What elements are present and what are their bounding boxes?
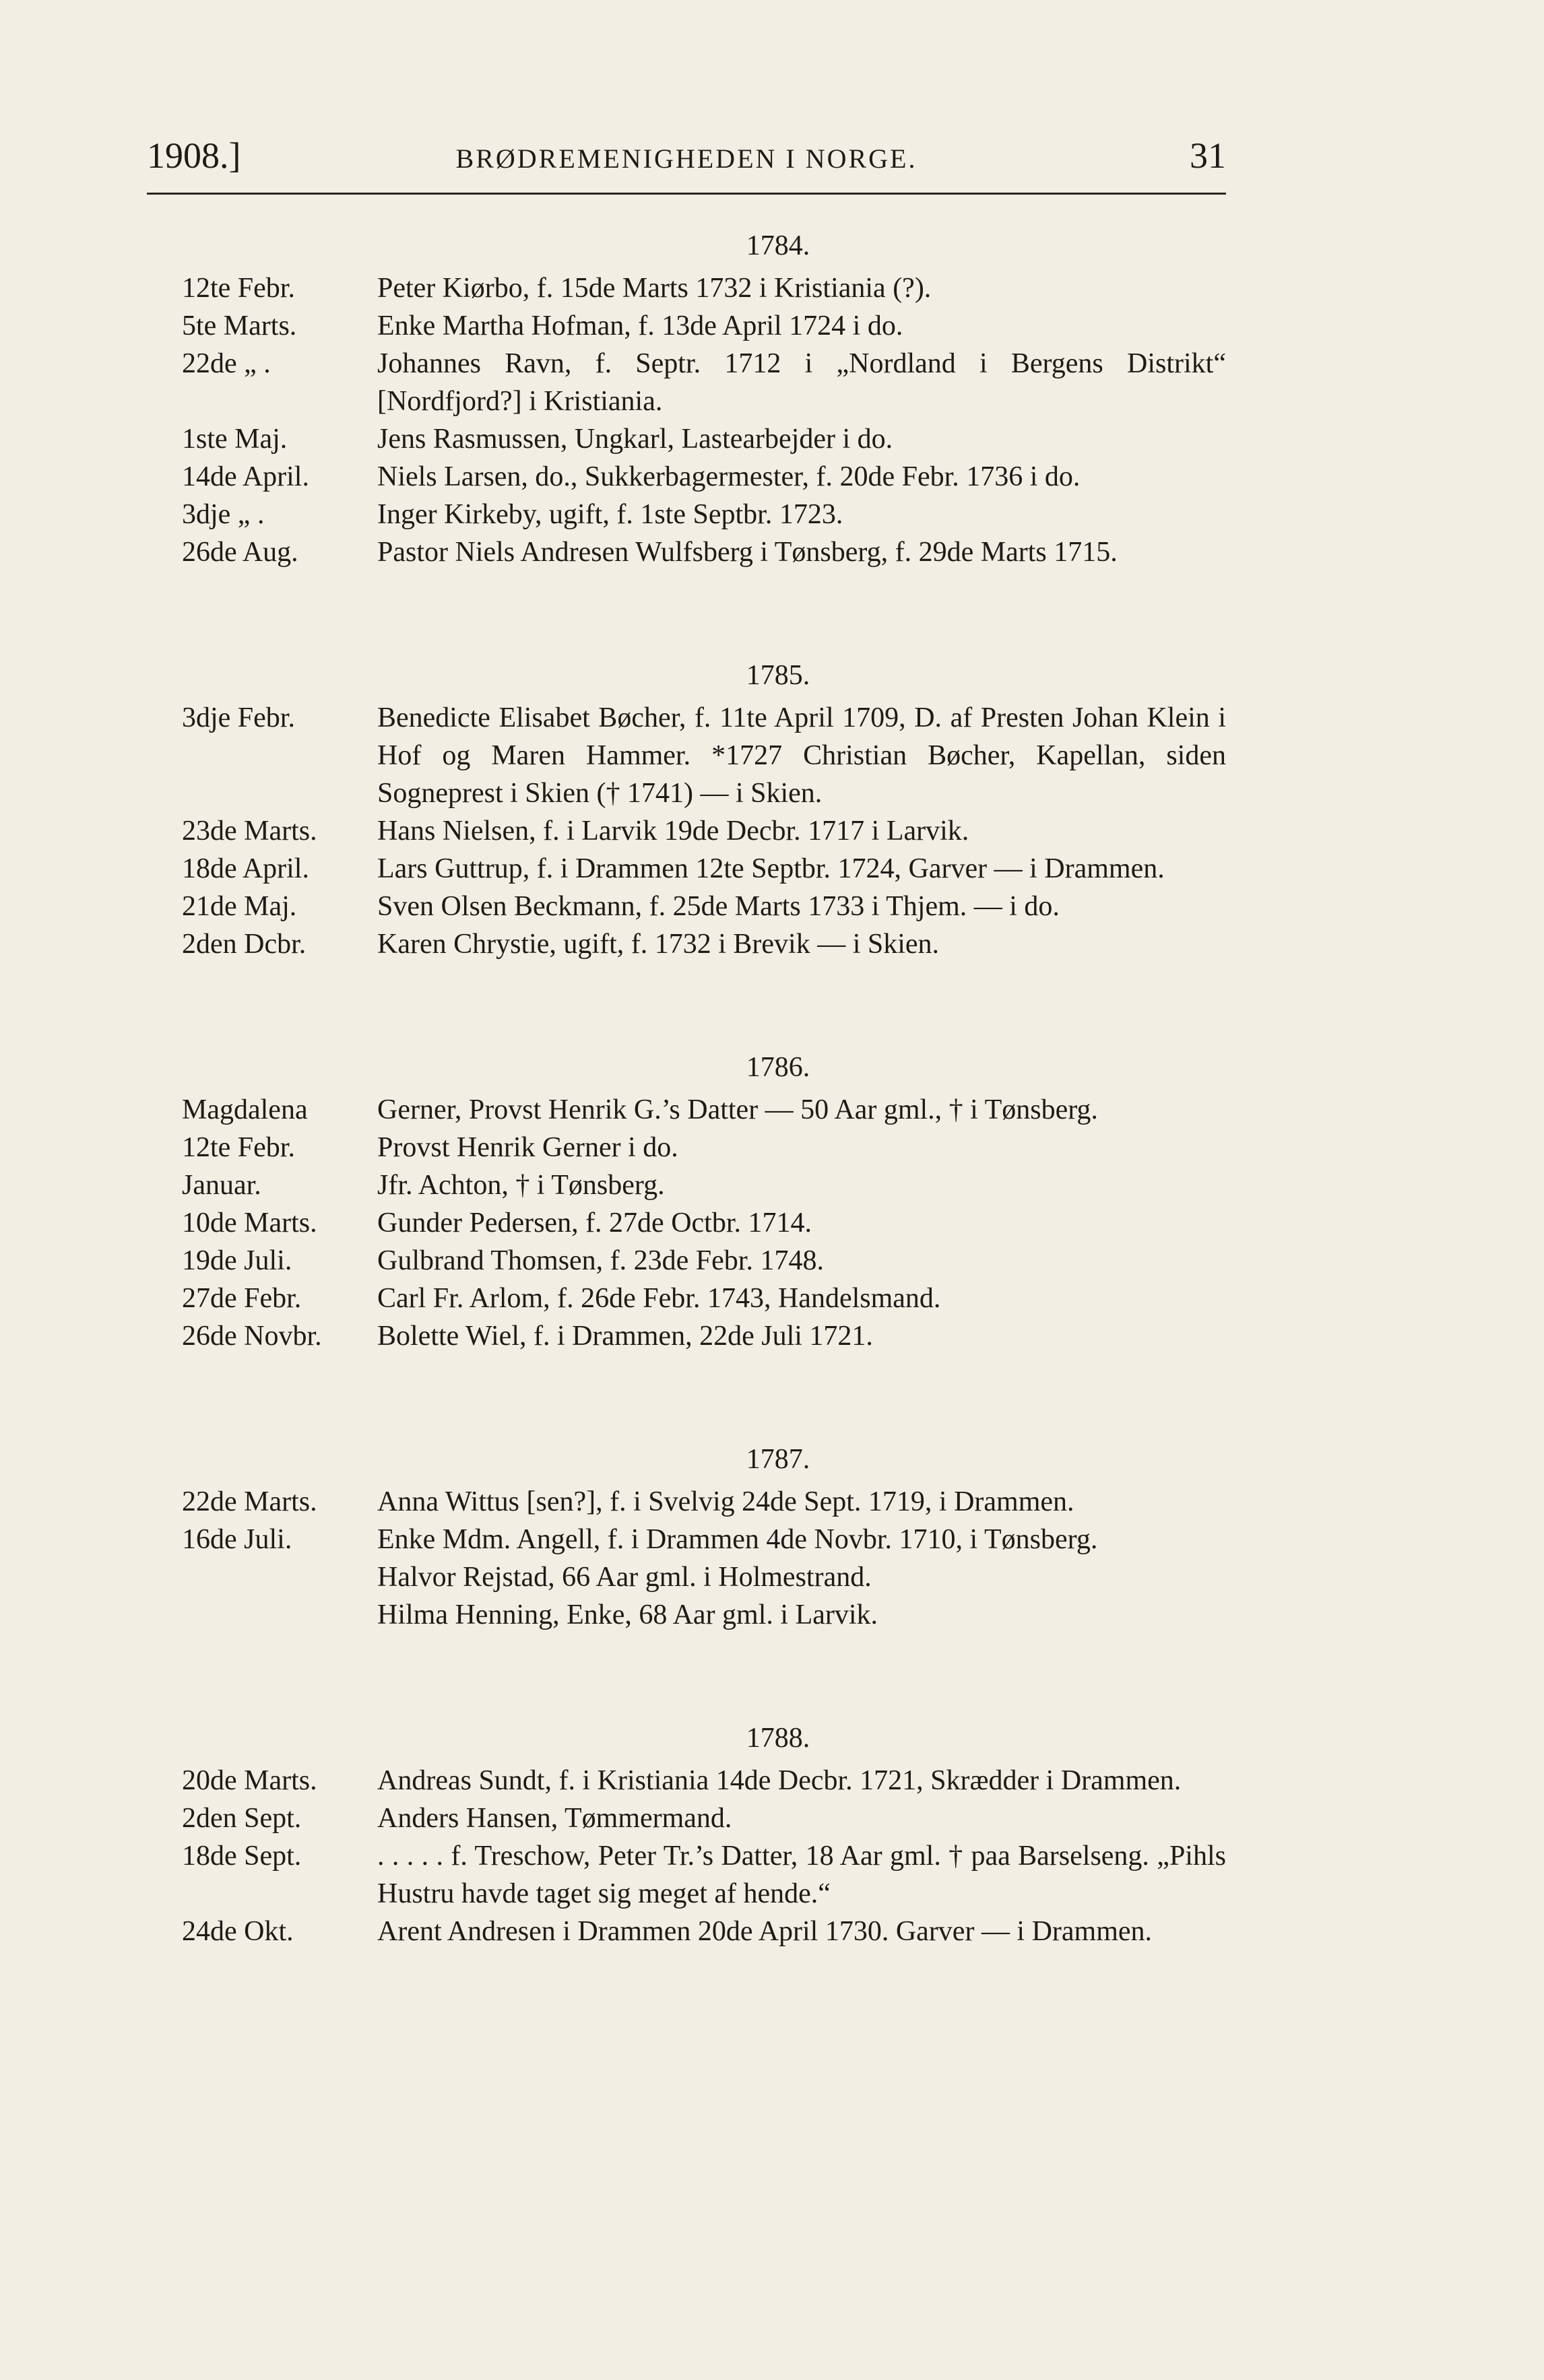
entry-text: Karen Chrystie, ugift, f. 1732 i Brevik — i Skien.: [377, 929, 940, 960]
register-entry: [182, 269, 1233, 307]
year-heading: 1787.: [746, 1444, 810, 1475]
register-entry: [182, 496, 1233, 533]
register-entry: [182, 1913, 1233, 1950]
year-section: [182, 1436, 1233, 1634]
entry-text: Pastor Niels Andresen Wulfsberg i Tønsberg, f. 29de Marts 1715.: [377, 537, 1118, 568]
running-header: [147, 135, 1226, 189]
register-entry: [182, 345, 1233, 420]
page-number: 31: [1190, 135, 1226, 176]
section-gap: [182, 1355, 1233, 1436]
entry-date: 18de Sept.: [182, 1841, 302, 1872]
entry-text: Lars Guttrup, f. i Drammen 12te Septbr. 1724, Garver — i Drammen.: [377, 853, 1165, 884]
entry-text: Arent Andresen i Drammen 20de April 1730. Garver — i Drammen.: [377, 1916, 1153, 1947]
entry-date: 10de Marts.: [182, 1208, 317, 1238]
register-entry: [182, 1129, 1233, 1166]
header-rule: [147, 193, 1226, 195]
entry-text: Anders Hansen, Tømmermand.: [377, 1803, 732, 1834]
year-heading: 1784.: [746, 230, 810, 261]
register-entry: [182, 1280, 1233, 1317]
entry-date: 19de Juli.: [182, 1245, 292, 1276]
header-title: BRØDREMENIGHEDEN I NORGE.: [455, 143, 918, 174]
register-entry: [182, 1596, 1233, 1634]
entry-date: 1ste Maj.: [182, 424, 288, 455]
entry-date: Januar.: [182, 1170, 261, 1201]
entry-text: Hans Nielsen, f. i Larvik 19de Decbr. 1717 i Larvik.: [377, 816, 969, 847]
section-gap: [182, 963, 1233, 1044]
entry-date: 22de Marts.: [182, 1486, 317, 1517]
entry-date: 26de Novbr.: [182, 1321, 322, 1352]
section-gap: [182, 1634, 1233, 1715]
register-body: [182, 222, 1233, 1950]
year-heading: 1786.: [746, 1052, 810, 1083]
register-entry: [182, 1521, 1233, 1558]
entry-date: 21de Maj.: [182, 891, 297, 922]
year-section: [182, 1044, 1233, 1355]
year-section: [182, 1715, 1233, 1950]
register-entry: [182, 1762, 1233, 1799]
entry-date: 22de „ .: [182, 348, 271, 379]
entry-text: Sven Olsen Beckmann, f. 25de Marts 1733 i Thjem. — i do.: [377, 891, 1060, 922]
entry-date: 3dje „ .: [182, 499, 265, 530]
register-entry: [182, 1558, 1233, 1596]
register-entry: [182, 699, 1233, 812]
register-entry: [182, 850, 1233, 888]
entry-date: 2den Dcbr.: [182, 929, 307, 960]
entry-text: Gulbrand Thomsen, f. 23de Febr. 1748.: [377, 1245, 824, 1276]
entry-date: Magdalena: [182, 1094, 308, 1125]
entry-text: Jfr. Achton, † i Tønsberg.: [377, 1170, 665, 1201]
entry-text: Bolette Wiel, f. i Drammen, 22de Juli 1721.: [377, 1321, 873, 1352]
entry-text: Benedicte Elisabet Bøcher, f. 11te April 1709, D. af Presten Johan Klein i Hof og Maren Hammer. *1727 Christian Bøcher, Kapellan, siden Sogneprest i Skien († 1741) — i Skien.: [377, 702, 1226, 809]
register-entry: [182, 533, 1233, 571]
entry-text: Johannes Ravn, f. Septr. 1712 i „Nordland i Bergens Distrikt“ [Nordfjord?] i Kristiania.: [377, 348, 1226, 417]
year-section: [182, 222, 1233, 571]
entry-text: . . . . . f. Treschow, Peter Tr.’s Datter, 18 Aar gml. † paa Barselseng. „Pihls Hustru havde taget sig meget af hende.“: [377, 1841, 1226, 1909]
entry-text: Gerner, Provst Henrik G.’s Datter — 50 Aar gml., † i Tønsberg.: [377, 1094, 1098, 1125]
register-entry: [182, 888, 1233, 925]
header-year: 1908.]: [147, 135, 241, 176]
entry-date: 27de Febr.: [182, 1283, 302, 1314]
register-entry: [182, 420, 1233, 458]
entry-date: 12te Febr.: [182, 1132, 295, 1163]
register-entry: [182, 1242, 1233, 1280]
entry-date: 5te Marts.: [182, 310, 297, 341]
entry-date: 23de Marts.: [182, 816, 317, 847]
entry-text: Anna Wittus [sen?], f. i Svelvig 24de Sept. 1719, i Drammen.: [377, 1486, 1074, 1517]
entry-text: Provst Henrik Gerner i do.: [377, 1132, 678, 1163]
register-entry: [182, 1091, 1233, 1129]
entry-text: Enke Mdm. Angell, f. i Drammen 4de Novbr. 1710, i Tønsberg.: [377, 1524, 1098, 1555]
register-entry: [182, 458, 1233, 496]
entry-date: 14de April.: [182, 461, 309, 492]
entry-text: Halvor Rejstad, 66 Aar gml. i Holmestrand.: [377, 1562, 872, 1593]
register-entry: [182, 307, 1233, 345]
entry-date: [182, 1596, 377, 1634]
register-entry: [182, 812, 1233, 850]
entry-date: 16de Juli.: [182, 1524, 292, 1555]
register-entry: [182, 1837, 1233, 1913]
entry-text: Jens Rasmussen, Ungkarl, Lastearbejder i do.: [377, 424, 893, 455]
entry-text: Niels Larsen, do., Sukkerbagermester, f. 20de Febr. 1736 i do.: [377, 461, 1081, 492]
entry-date: 12te Febr.: [182, 273, 295, 304]
register-entry: [182, 925, 1233, 963]
entry-text: Hilma Henning, Enke, 68 Aar gml. i Larvik.: [377, 1599, 878, 1630]
entry-text: Enke Martha Hofman, f. 13de April 1724 i do.: [377, 310, 903, 341]
entry-date: [182, 1558, 377, 1596]
entry-text: Andreas Sundt, f. i Kristiania 14de Decbr. 1721, Skrædder i Drammen.: [377, 1765, 1182, 1796]
entry-date: 20de Marts.: [182, 1765, 317, 1796]
register-entry: [182, 1317, 1233, 1355]
entry-text: Peter Kiørbo, f. 15de Marts 1732 i Kristiania (?).: [377, 273, 932, 304]
year-section: [182, 652, 1233, 963]
section-gap: [182, 571, 1233, 652]
entry-date: 2den Sept.: [182, 1803, 302, 1834]
entry-text: Carl Fr. Arlom, f. 26de Febr. 1743, Handelsmand.: [377, 1283, 941, 1314]
register-entry: [182, 1483, 1233, 1521]
year-heading: 1785.: [746, 660, 810, 691]
year-heading: 1788.: [746, 1723, 810, 1754]
entry-date: 18de April.: [182, 853, 309, 884]
register-entry: [182, 1799, 1233, 1837]
register-entry: [182, 1166, 1233, 1204]
entry-text: Gunder Pedersen, f. 27de Octbr. 1714.: [377, 1208, 812, 1238]
entry-date: 26de Aug.: [182, 537, 298, 568]
register-entry: [182, 1204, 1233, 1242]
entry-text: Inger Kirkeby, ugift, f. 1ste Septbr. 1723.: [377, 499, 843, 530]
entry-date: 3dje Febr.: [182, 702, 295, 733]
entry-date: 24de Okt.: [182, 1916, 294, 1947]
